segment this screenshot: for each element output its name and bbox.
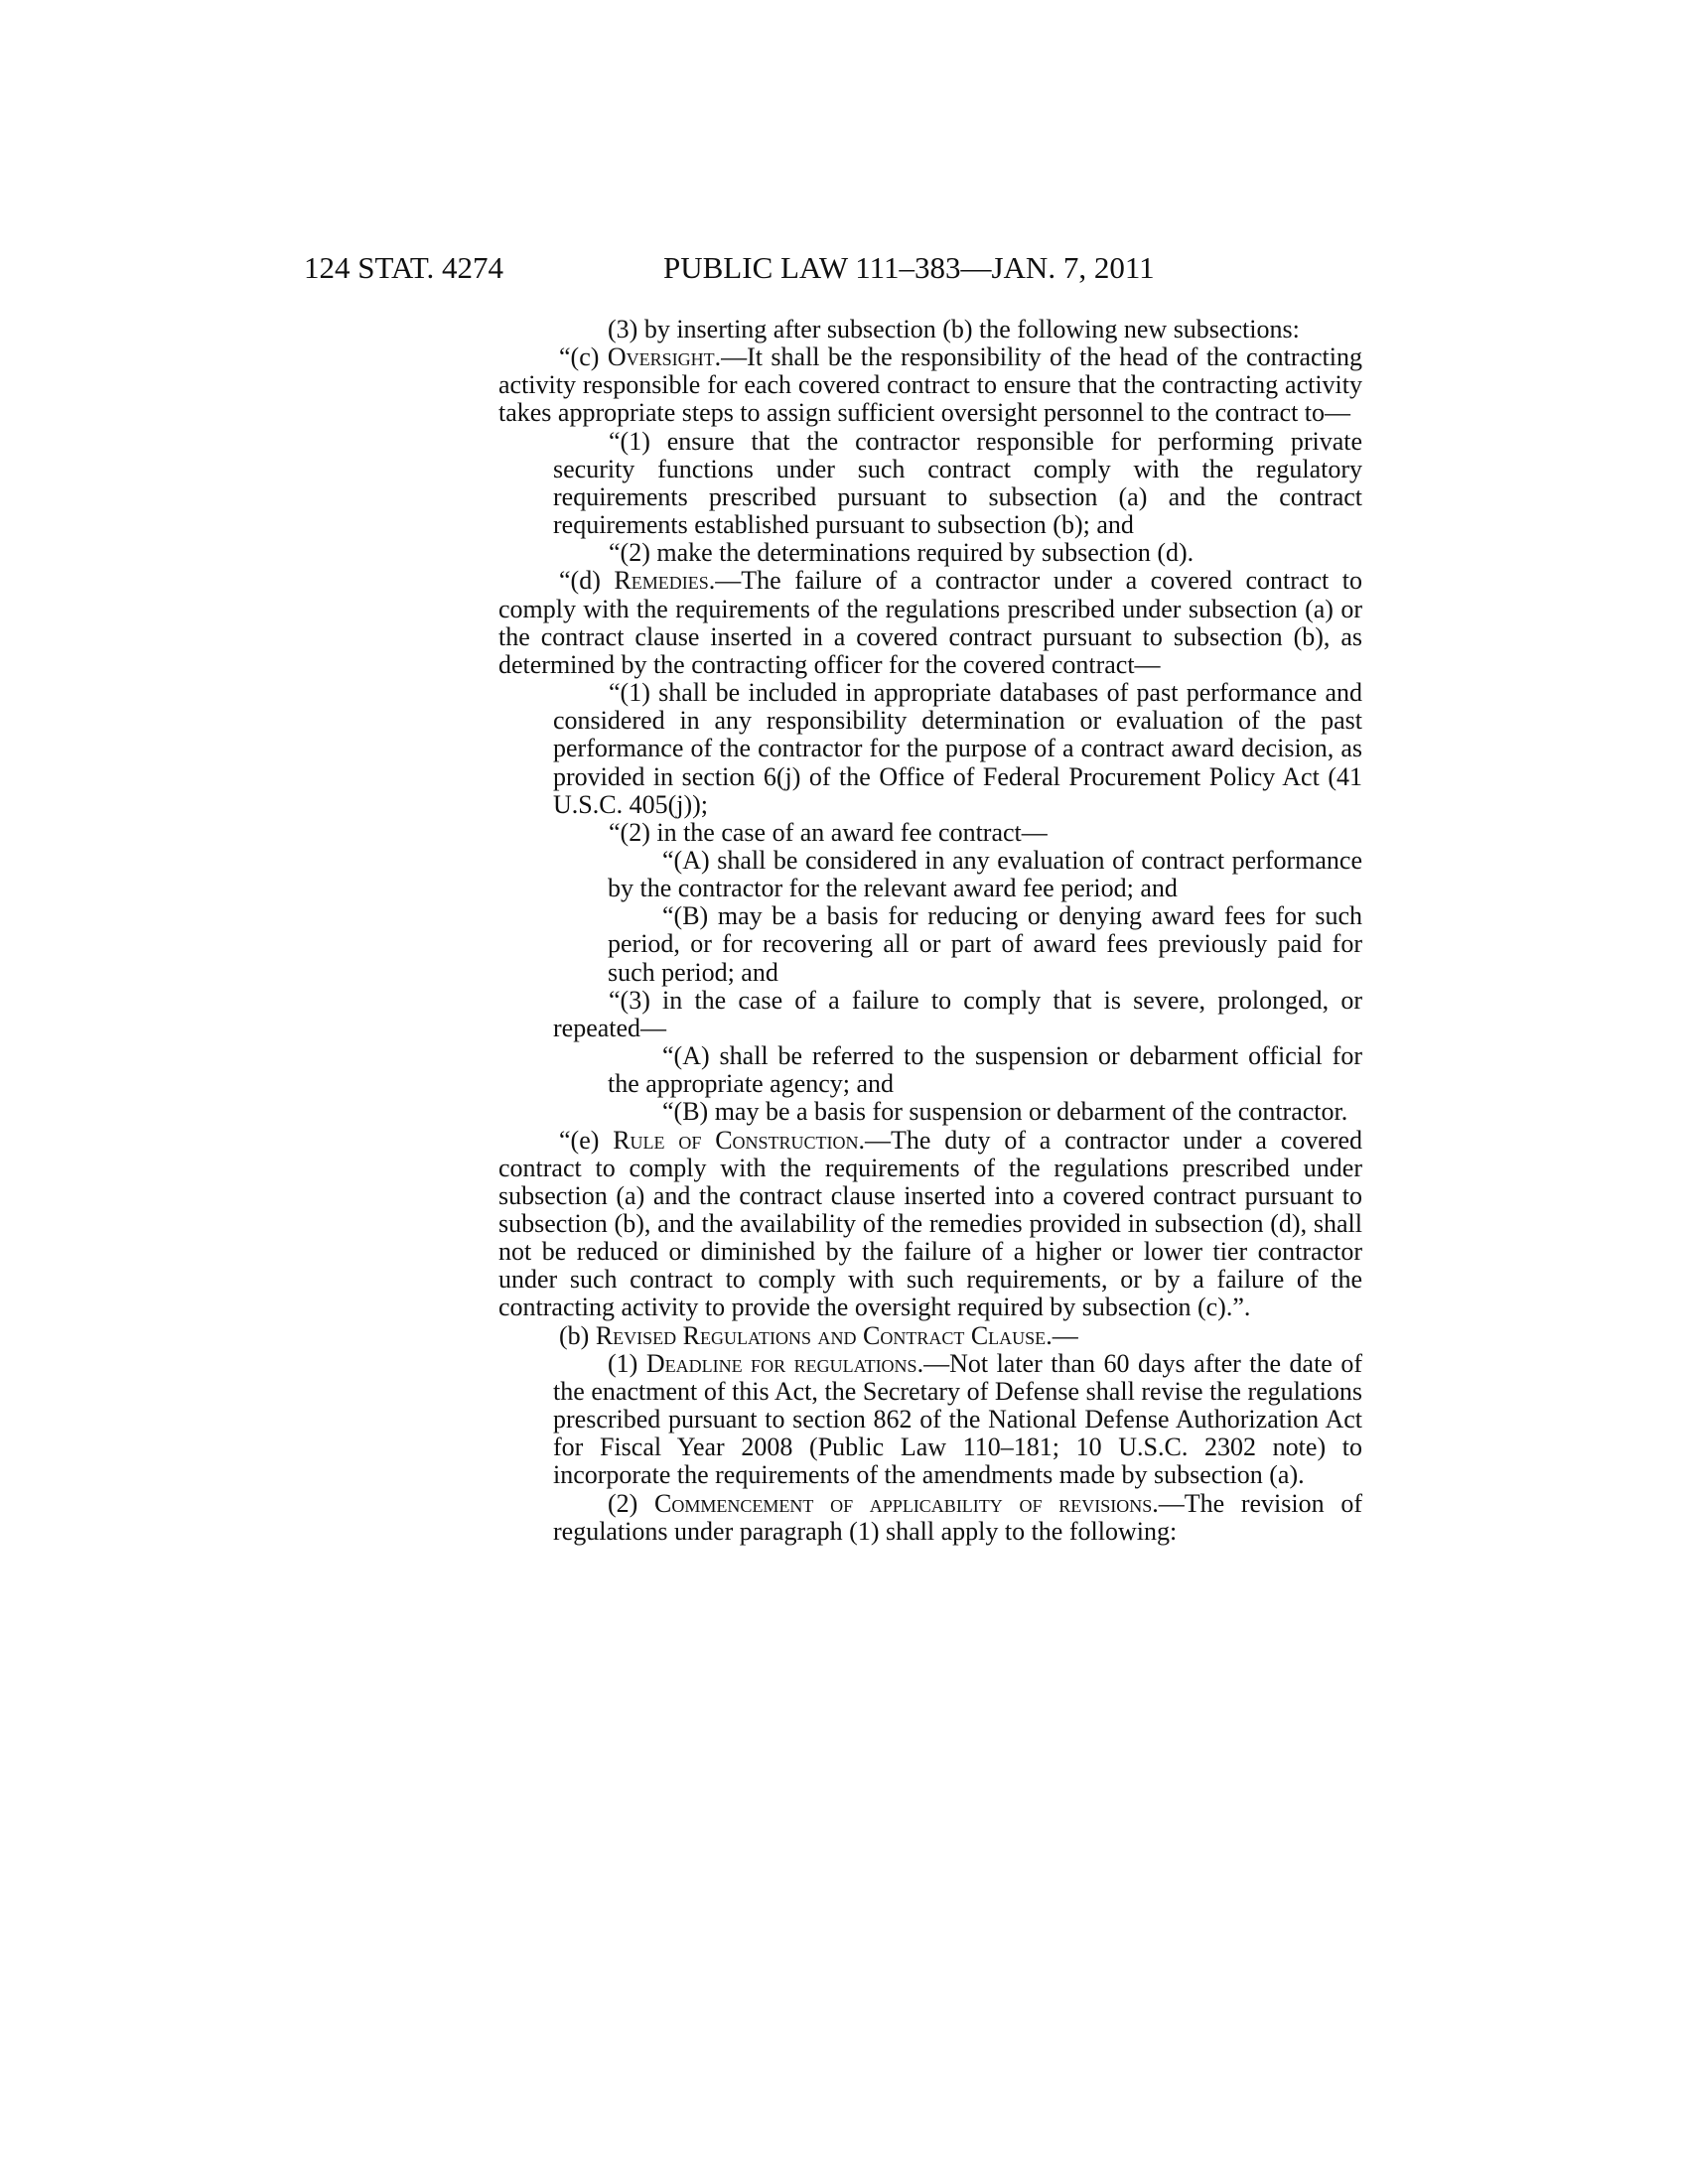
remedies-item-3: “(3) in the case of a failure to comply that is severe, prolonged, or repeated— (553, 985, 1362, 1042)
subsection-b-text: .— (1046, 1320, 1078, 1350)
remedies-item-2: “(2) in the case of an award fee contract— (609, 817, 1048, 847)
subsection-d-heading: Remedies (614, 566, 709, 596)
subsection-b-heading: Revised Regulations and Contract Clause (595, 1320, 1047, 1350)
subsection-e-lead: “(e) (559, 1125, 614, 1155)
subsection-c-oversight (498, 343, 1362, 427)
stat-citation: 124 STAT. 4274 (304, 250, 504, 285)
subsection-c-heading: Oversight (607, 342, 715, 372)
paragraph-1-deadline (553, 1350, 1362, 1490)
paragraph-1-lead: (1) (608, 1348, 646, 1378)
paragraph-1-heading: Deadline for regulations (645, 1348, 917, 1378)
subsection-d-text: .—The failure of a contractor under a covered contract to comply with the requirements of the regulations prescribed under subsection (a) or the contract clause inserted in a covered contract pursuant to subsection (b), as determined by the contracting officer for the covered contract— (498, 566, 1362, 679)
paragraph-3-inserting: (3) by inserting after subsection (b) the following new subsections: (608, 315, 1300, 343)
statute-text (498, 316, 1362, 1546)
paragraph-1-text: .—Not later than 60 days after the date of the enactment of this Act, the Secretary of Defense shall revise the regulations prescribed pursuant to section 862 of the National Defense Authorization Act for Fiscal Year 2008 (Public Law 110–181; 10 U.S.C. 2302 note) to incorporate the requirements of the amendments made by subsection (a). (553, 1348, 1362, 1490)
remedies-item-3a: “(A) shall be referred to the suspension or debarment official for the appropriate agency; and (608, 1041, 1362, 1099)
subsection-b-lead: (b) (559, 1320, 596, 1350)
subsection-e-rule-of-construction (498, 1127, 1362, 1322)
subsection-d-remedies (498, 567, 1362, 679)
subsection-c-lead: “(c) (559, 342, 608, 372)
running-head (0, 248, 1688, 288)
subsection-b-revised-regulations (498, 1322, 1362, 1350)
remedies-item-1: “(1) shall be included in appropriate databases of past performance and considered in any responsibility determination or evaluation of the past performance of the contractor for the purpose of a contract award decision, as provided in section 6(j) of the Office of Federal Procurement Policy Act (41 U.S.C. 405(j)); (553, 678, 1362, 819)
oversight-item-2: “(2) make the determinations required by subsection (d). (609, 538, 1195, 568)
oversight-item-1: “(1) ensure that the contractor responsible for performing private security functions under such contract comply with the regulatory requirements prescribed pursuant to subsection (a) and the contract requirements established pursuant to subsection (b); and (553, 426, 1362, 540)
subsection-e-text: .—The duty of a contractor under a covered contract to comply with the requirements of the regulations prescribed under subsection (a) and the contract clause inserted into a covered contract pursuant to subsection (b), and the availability of the remedies provided in subsection (d), shall not be reduced or diminished by the failure of a higher or lower tier contractor under such contract to comply with such requirements, or by a failure of the contracting activity to provide the oversight required by subsection (c).”. (498, 1125, 1363, 1322)
paragraph-2-text: .—The revision of regulations under paragraph (1) shall apply to the following: (553, 1488, 1362, 1546)
subsection-d-lead: “(d) (559, 566, 615, 596)
remedies-item-2b: “(B) may be a basis for reducing or denying award fees for such period, or for recovering all or part of award fees previously paid for such period; and (608, 901, 1362, 987)
law-title: PUBLIC LAW 111–383—JAN. 7, 2011 (663, 250, 1155, 285)
subsection-e-heading: Rule of Construction (613, 1125, 859, 1155)
subsection-c-text: .—It shall be the responsibility of the head of the contracting activity responsible for each covered contract to ensure that the contracting activity takes appropriate steps to assign sufficient oversight personnel to the contract to— (498, 342, 1363, 428)
paragraph-2-heading: Commencement of applicability of revisions (654, 1488, 1153, 1518)
remedies-item-3b: “(B) may be a basis for suspension or debarment of the contractor. (662, 1097, 1348, 1127)
paragraph-2-lead: (2) (608, 1488, 655, 1518)
paragraph-2-commencement (553, 1490, 1362, 1546)
remedies-item-2a: “(A) shall be considered in any evaluation of contract performance by the contractor for the relevant award fee period; and (608, 845, 1362, 903)
